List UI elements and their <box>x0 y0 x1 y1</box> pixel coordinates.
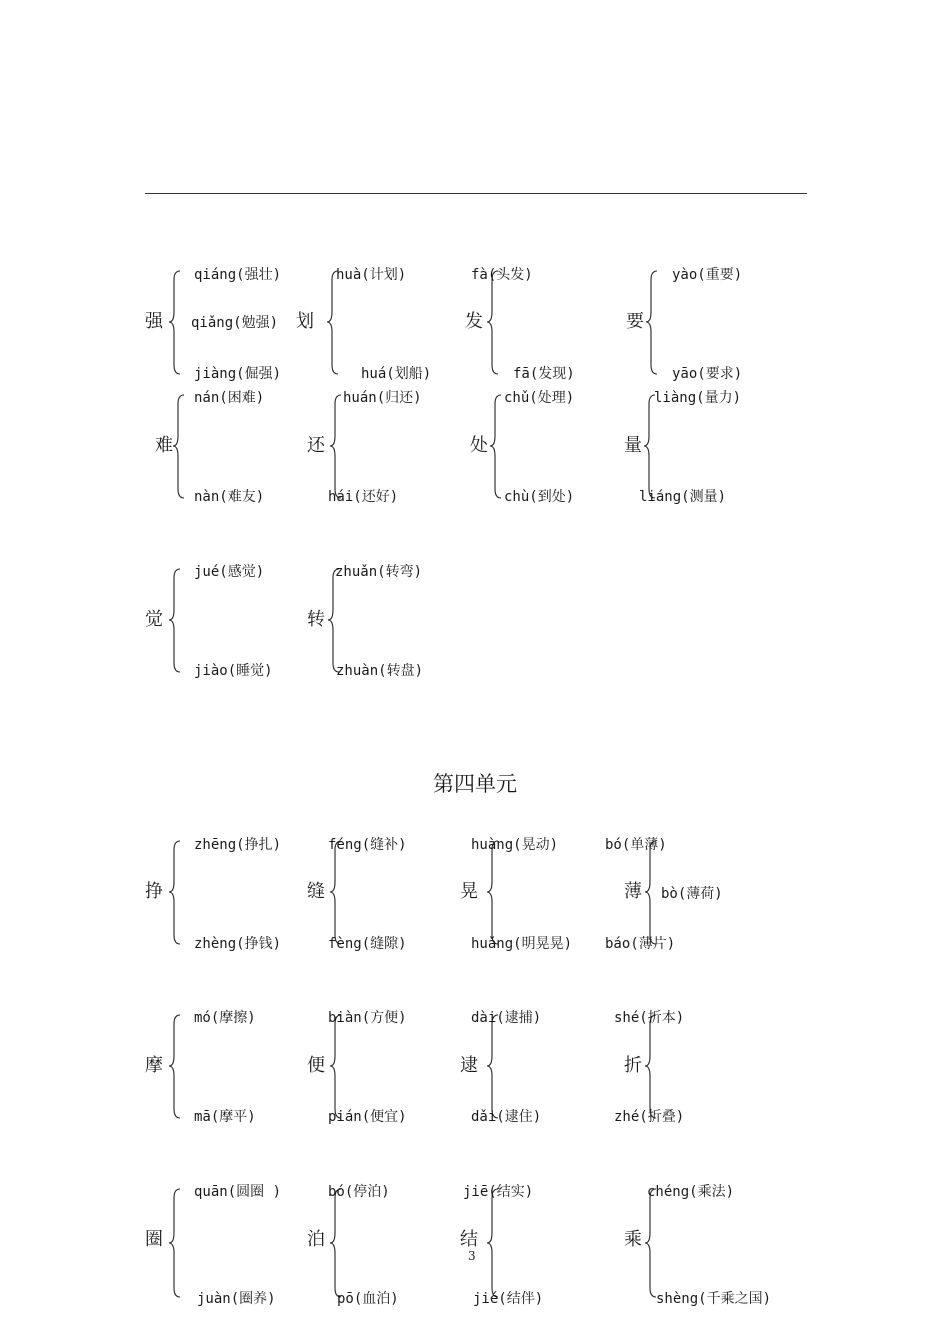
brace-icon <box>329 840 343 945</box>
reading: pián(便宜) <box>328 1109 407 1125</box>
brace-icon <box>168 840 182 945</box>
reading: jié(结伴) <box>473 1291 544 1307</box>
reading: zhēng(挣扎) <box>194 837 282 853</box>
header-rule <box>145 193 807 194</box>
reading: huán(归还) <box>343 390 422 406</box>
character: 还 <box>307 435 325 456</box>
brace-icon <box>486 1188 500 1298</box>
character: 晃 <box>460 881 478 902</box>
reading: quān(圆圈 ) <box>194 1184 282 1200</box>
character: 强 <box>145 311 163 332</box>
character: 缝 <box>307 881 325 902</box>
reading: chéng(乘法) <box>647 1184 735 1200</box>
brace-icon <box>486 1014 500 1119</box>
character: 结 <box>460 1229 478 1250</box>
reading: dǎi(逮住) <box>471 1109 542 1125</box>
reading: huǎng(明晃晃) <box>471 936 573 952</box>
reading: liáng(测量) <box>639 489 727 505</box>
brace-icon <box>643 394 657 499</box>
reading: mó(摩擦) <box>194 1010 256 1026</box>
character: 觉 <box>145 609 163 630</box>
reading: yào(重要) <box>672 267 743 283</box>
reading: jiàng(倔强) <box>194 366 282 382</box>
reading: huàng(晃动) <box>471 837 559 853</box>
unit-title: 第四单元 <box>433 772 517 796</box>
brace-icon <box>329 1014 343 1119</box>
brace-icon <box>168 1188 182 1298</box>
reading: zhuǎn(转弯) <box>335 564 423 580</box>
brace-icon <box>329 394 343 499</box>
reading: bò(薄荷) <box>661 886 723 902</box>
character: 划 <box>296 311 314 332</box>
brace-icon <box>486 270 500 375</box>
reading: yāo(要求) <box>672 366 743 382</box>
character: 发 <box>465 311 483 332</box>
character: 折 <box>624 1055 642 1076</box>
reading: fà(头发) <box>471 267 533 283</box>
character: 逮 <box>460 1055 478 1076</box>
reading: dài(逮捕) <box>471 1010 542 1026</box>
character: 要 <box>626 311 644 332</box>
reading: féng(缝补) <box>328 837 407 853</box>
reading: qiáng(强壮) <box>194 267 282 283</box>
reading: nàn(难友) <box>194 489 265 505</box>
brace-icon <box>327 568 341 673</box>
reading: zhèng(挣钱) <box>194 936 282 952</box>
brace-icon <box>644 840 658 945</box>
character: 薄 <box>624 881 642 902</box>
character: 量 <box>624 435 642 456</box>
brace-icon <box>168 568 182 673</box>
reading: fèng(缝隙) <box>328 936 407 952</box>
reading: chǔ(处理) <box>504 390 575 406</box>
reading: huá(划船) <box>361 366 432 382</box>
brace-icon <box>486 840 500 945</box>
reading: hái(还好) <box>328 489 399 505</box>
brace-icon <box>644 1188 658 1298</box>
character: 转 <box>307 609 325 630</box>
reading: mā(摩平) <box>194 1109 256 1125</box>
reading: zhé(折叠) <box>614 1109 685 1125</box>
reading: báo(薄片) <box>605 936 676 952</box>
reading: liàng(量力) <box>654 390 742 406</box>
brace-icon <box>489 394 503 499</box>
reading: chù(到处) <box>504 489 575 505</box>
character: 圈 <box>145 1229 163 1250</box>
reading: jué(感觉) <box>194 564 265 580</box>
reading: biàn(方便) <box>328 1010 407 1026</box>
reading: jiào(睡觉) <box>194 663 273 679</box>
reading: nán(困难) <box>194 390 265 406</box>
character: 乘 <box>624 1229 642 1250</box>
character: 泊 <box>307 1229 325 1250</box>
reading: fā(发现) <box>513 366 575 382</box>
reading: huà(计划) <box>336 267 407 283</box>
brace-icon <box>172 394 186 499</box>
reading: qiǎng(勉强) <box>191 315 279 331</box>
brace-icon <box>329 1188 343 1298</box>
brace-icon <box>645 270 659 375</box>
reading: shèng(千乘之国) <box>656 1291 772 1307</box>
reading: juàn(圈养) <box>197 1291 276 1307</box>
character: 处 <box>470 435 488 456</box>
reading: bó(停泊) <box>328 1184 390 1200</box>
reading: jiē(结实) <box>463 1184 534 1200</box>
brace-icon <box>168 1014 182 1119</box>
character: 便 <box>307 1055 325 1076</box>
character: 挣 <box>145 881 163 902</box>
reading: bó(单薄) <box>605 837 667 853</box>
character: 摩 <box>145 1055 163 1076</box>
brace-icon <box>326 270 340 375</box>
reading: shé(折本) <box>614 1010 685 1026</box>
brace-icon <box>168 270 182 375</box>
brace-icon <box>644 1014 658 1119</box>
character: 难 <box>155 435 173 456</box>
page-number: 3 <box>468 1249 476 1263</box>
reading: zhuàn(转盘) <box>336 663 424 679</box>
reading: pō(血泊) <box>337 1291 399 1307</box>
